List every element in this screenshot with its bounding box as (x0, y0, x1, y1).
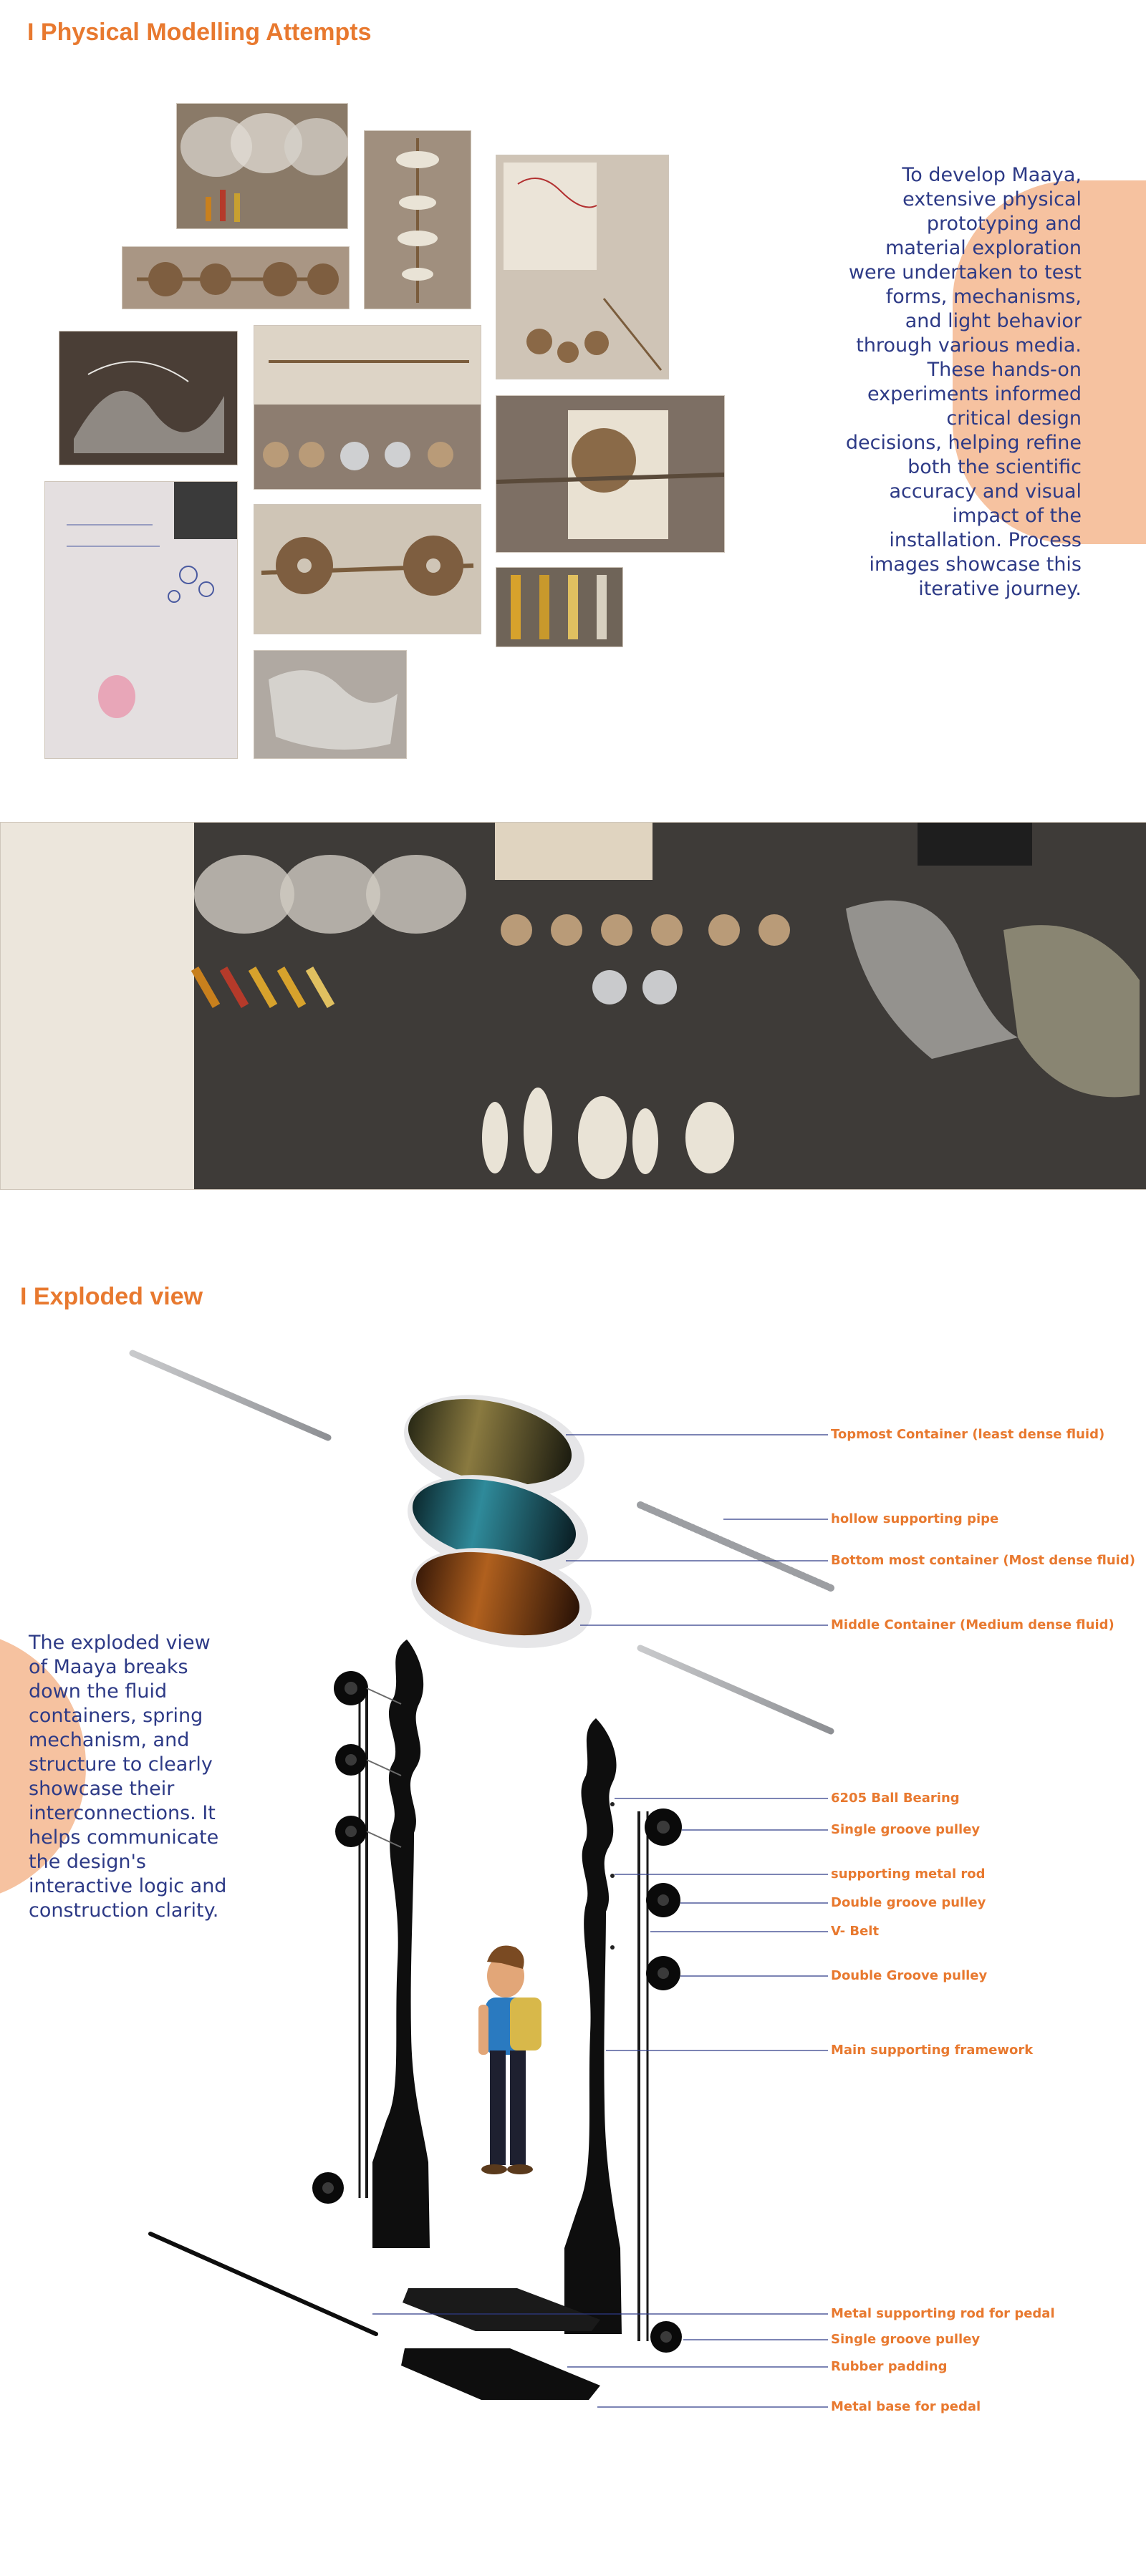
right-framework (564, 1718, 622, 2334)
exploded-view-description: The exploded view of Maaya breaks down the fluid containers, spring mechanism, and structure to clearly showcase their interconnections. It helps communicate the design's interactive logic and construction clarity. (29, 1632, 227, 1922)
label-pedal-base: Metal base for pedal (831, 2399, 981, 2414)
photo-workbench-overview (0, 822, 1146, 1190)
label-double-groove-pulley: Double groove pulley (831, 1895, 986, 1910)
label-v-belt: V- Belt (831, 1924, 880, 1939)
label-single-groove-pulley: Single groove pulley (831, 1822, 981, 1837)
photo-wheel-axle (122, 246, 350, 309)
photo-sketch-gears (496, 155, 669, 379)
pipe-lower-right (640, 1648, 831, 1731)
physical-modelling-description: To develop Maaya, extensive physical prototyping and material exploration were undertaken to test forms, mechanisms, and light behavior through various media. These hands-on experiments informed critical design decisions, helping refine both the scientific accuracy and visual impact of the installation. Process images showcase this iterative journey. (845, 164, 1082, 600)
label-supporting-metal-rod: supporting metal rod (831, 1866, 986, 1882)
photo-notebook-sketches (44, 481, 238, 759)
label-main-framework: Main supporting framework (831, 2043, 1034, 2058)
label-middle-container: Middle Container (Medium dense fluid) (831, 1617, 1114, 1632)
pipe-top-left (133, 1353, 328, 1438)
photo-test-tubes (496, 567, 623, 647)
label-ball-bearing: 6205 Ball Bearing (831, 1791, 960, 1806)
label-pedal-rod: Metal supporting rod for pedal (831, 2306, 1055, 2321)
pedal-rod (150, 2234, 376, 2334)
section-heading-physical-modelling: I Physical Modelling Attempts (27, 19, 372, 46)
photo-resin-sheet (254, 650, 407, 759)
label-double-groove-pulley-2: Double Groove pulley (831, 1968, 988, 1983)
photo-wheel-prototype (254, 504, 481, 634)
label-bottom-most-container: Bottom most container (Most dense fluid) (831, 1553, 1135, 1568)
exploded-view-illustration (0, 1317, 1146, 2463)
hollow-pipe (640, 1505, 831, 1588)
photo-pulley-stack (364, 130, 471, 309)
label-single-groove-pulley-2: Single groove pulley (831, 2332, 981, 2347)
pedal-base (401, 2348, 600, 2400)
label-hollow-pipe: hollow supporting pipe (831, 1511, 999, 1526)
section-heading-exploded-view: I Exploded view (20, 1283, 203, 1310)
right-pulleys (645, 1808, 682, 2353)
photo-gear-parts (254, 325, 481, 490)
label-topmost-container: Topmost Container (least dense fluid) (831, 1427, 1105, 1442)
photo-gear-mechanism (496, 395, 725, 553)
photo-clear-resin (59, 331, 238, 465)
photo-resin-dishes (176, 103, 348, 229)
left-framework (372, 1640, 430, 2248)
label-rubber-padding: Rubber padding (831, 2359, 948, 2374)
human-scale-figure (478, 1946, 541, 2175)
